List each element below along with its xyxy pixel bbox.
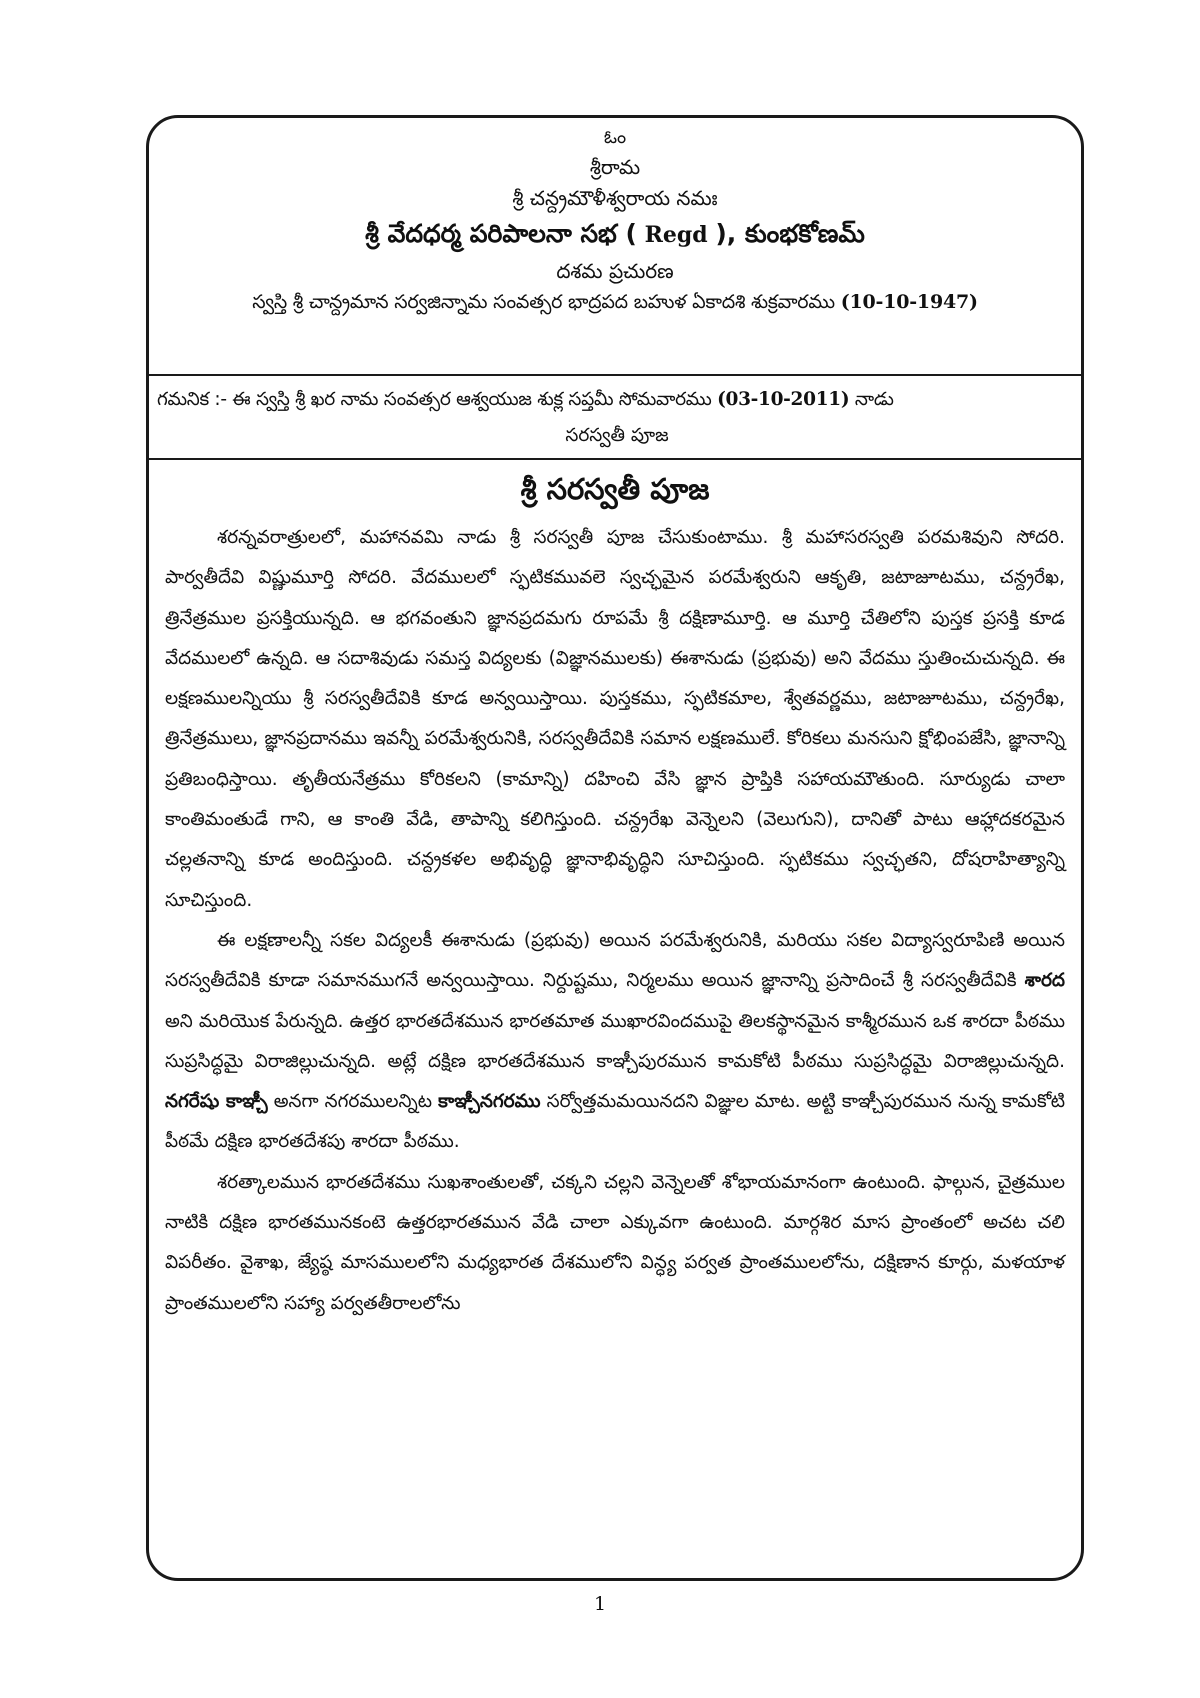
p2-bold-sharada: శారద	[1024, 970, 1065, 992]
om-symbol: ఓం	[603, 127, 627, 148]
p2-part-a: ఈ లక్షణాలన్నీ సకల విద్యలకీ ఈశానుడు (ప్రభువు) అయిన పరమేశ్వరునికి, మరియు సకల విద్యాస్వరూపిణి అయిన సరస్వతీదేవికి కూడా సమానముగనే అన్వయిస్తాయి. నిర్దుష్టము, నిర్మలము అయిన జ్ఞానాన్ని ప్రసాదించే శ్రీ సరస్వతీదేవికి	[165, 929, 1065, 992]
invocation-line: శ్రీ చన్ద్రమౌళీశ్వరాయ నమః	[512, 186, 718, 210]
original-date-line	[149, 289, 1081, 323]
note-date: (03-10-2011)	[717, 389, 850, 410]
p2-bold-nagareshu-kanchi: నగరేషు కాఞ్చీ	[165, 1091, 268, 1113]
edition-line: దశమ ప్రచురణ	[556, 259, 674, 283]
page-number: 1	[593, 1593, 607, 1615]
title-regd: Regd	[636, 222, 716, 248]
paragraph-3: శరత్కాలమున భారతదేశము సుఖశాంతులతో, చక్కని చల్లని వెన్నెలతో శోభాయమానంగా ఉంటుంది. ఫాల్గున, చైత్రముల నాటికి దక్షిణ భారతమునకంటె ఉత్తరభారతమున వేడి చాలా ఎక్కువగా ఉంటుంది. మార్గశిర మాస ప్రాంతంలో అచట చలి విపరీతం. వైశాఖ, జ్యేష్ఠ మాసములలోని మధ్యభారత దేశములోని విన్ధ్య పర్వత ప్రాంతములలోను, దక్షిణాన కూర్గు, మళయాళ ప్రాంతములలోని సహ్యా పర్వతతీరాలలోను	[165, 1171, 1065, 1314]
title-suffix: ), కుంభకోణమ్	[715, 219, 865, 248]
p2-part-c: అని మరియొక పేరున్నది. ఉత్తర భారతదేశమున భారతమాత ముఖారవిందముపై తిలకస్థానమైన కాశ్మీరమున ఒక శారదా పీఠము సుప్రసిద్ధమై విరాజిల్లుచున్నది. అట్లే దక్షిణ భారతదేశమున కాఞ్చీపురమున కామకోటి పీఠము సుప్రసిద్ధమై విరాజిల్లుచున్నది.	[165, 1010, 1065, 1072]
p2-part-d: అనగా నగరములన్నిట	[267, 1091, 439, 1113]
note-line-2: సరస్వతీ పూజ	[565, 425, 669, 446]
note-line	[157, 382, 1077, 418]
page-title: శ్రీ సరస్వతీ పూజ	[520, 472, 710, 506]
article-body	[149, 518, 1081, 1324]
title-prefix: శ్రీ వేదధర్మ పరిపాలనా సభ (	[365, 219, 637, 248]
p2-part-e: సర్వోత్తమమయినదని విజ్ఞుల మాట. అట్టి కాఞ్చీపురమున నున్న కామకోటి పీఠమే దక్షిణ భారతదేశపు శారదా పీఠము.	[165, 1091, 1065, 1153]
document-header	[149, 118, 1081, 374]
paragraph-2	[165, 921, 1065, 1163]
note-text: గమనిక :- ఈ స్వస్తి శ్రీ ఖర నామ సంవత్సర ఆశ్వయుజ శుక్ల సప్తమీ సోమవారము	[157, 389, 712, 410]
organization-title	[149, 216, 1081, 258]
note-box	[149, 374, 1081, 460]
paragraph-1: శరన్నవరాత్రులలో, మహానవమి నాడు శ్రీ సరస్వతీ పూజ చేసుకుంటాము. శ్రీ మహాసరస్వతి పరమశివుని సోదరి. పార్వతీదేవి విష్ణుమూర్తి సోదరి. వేదములలో స్ఫటికమువలె స్వచ్ఛమైన పరమేశ్వరుని ఆకృతి, జటాజూటము, చన్ద్రరేఖ, త్రినేత్రముల ప్రసక్తియున్నది. ఆ భగవంతుని జ్ఞానప్రదమగు రూపమే శ్రీ దక్షిణామూర్తి. ఆ మూర్తి చేతిలోని పుస్తక ప్రసక్తి కూడ వేదములలో ఉన్నది. ఆ సదాశివుడు సమస్త విద్యలకు (విజ్ఞానములకు) ఈశానుడు (ప్రభువు) అని వేదము స్తుతించుచున్నది. ఈ లక్షణములన్నియు శ్రీ సరస్వతీదేవికి కూడ అన్వయిస్తాయి. పుస్తకము, స్ఫటికమాల, శ్వేతవర్ణము, జటాజూటము, చన్ద్రరేఖ, త్రినేత్రములు, జ్ఞానప్రదానము ఇవన్నీ పరమేశ్వరునికి, సరస్వతీదేవికి సమాన లక్షణములే. కోరికలు మనసుని క్షోభింపజేసి, జ్ఞానాన్ని ప్రతిబంధిస్తాయి. తృతీయనేత్రము కోరికలని (కామాన్ని) దహించి వేసి జ్ఞాన ప్రాప్తికి సహాయమౌతుంది. సూర్యుడు చాలా కాంతిమంతుడే గాని, ఆ కాంతి వేడి, తాపాన్ని కలిగిస్తుంది. చన్ద్రరేఖ వెన్నెలని (వెలుగుని), దానితో పాటు ఆహ్లాదకరమైన చల్లతనాన్ని కూడ అందిస్తుంది. చన్ద్రకళల అభివృద్ధి జ్ఞానాభివృద్ధిని సూచిస్తుంది. స్ఫటికము స్వచ్ఛతని, దోషరాహిత్యాన్ని సూచిస్తుంది.	[165, 527, 1065, 911]
srirama-line: శ్రీరామ	[589, 155, 641, 179]
p2-bold-kanchi-nagaramu: కాఞ్చీనగరము	[438, 1091, 541, 1113]
original-date-text: స్వస్తి శ్రీ చాన్ద్రమాన సర్వజిన్నామ సంవత్సర భాద్రపద బహుళ ఏకాదశి శుక్రవారము	[252, 291, 835, 313]
original-date-value: (10-10-1947)	[840, 291, 978, 313]
page-border-frame	[146, 115, 1084, 1581]
note-suffix: నాడు	[854, 389, 894, 410]
